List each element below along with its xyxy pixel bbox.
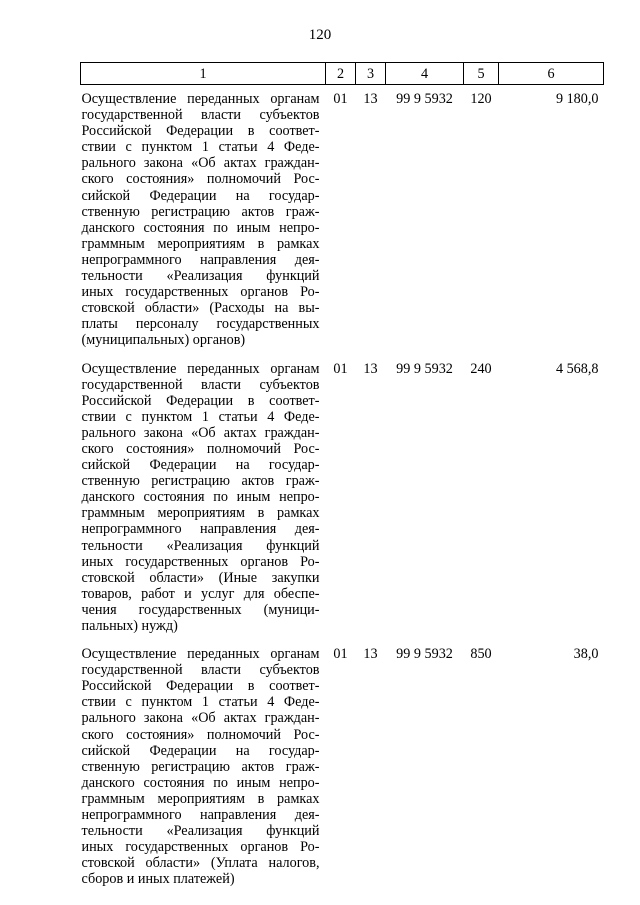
description-line: иных государственных органов Ро- bbox=[81, 553, 320, 570]
table-row bbox=[81, 634, 604, 887]
row-csr: 99 9 5932 bbox=[396, 646, 453, 663]
description-line: Российской Федерации в соответ- bbox=[81, 123, 320, 140]
description-line: (муниципальных) органов) bbox=[81, 332, 246, 349]
header-col-3: 3 bbox=[356, 63, 386, 85]
description-line: данского состояния по иным непро- bbox=[81, 489, 320, 506]
row-vr: 850 bbox=[470, 646, 492, 663]
description-line: иных государственных органов Ро- bbox=[81, 284, 320, 301]
description-line: непрограммного направления дея- bbox=[81, 251, 320, 268]
row-description bbox=[81, 349, 326, 635]
description-line: рального закона «Об актах граждан- bbox=[81, 710, 320, 727]
row-vr: 120 bbox=[470, 91, 492, 107]
description-line: Осуществление переданных органам bbox=[81, 91, 320, 107]
description-line: ского состояния» полномочий Рос- bbox=[81, 726, 320, 743]
budget-table bbox=[80, 62, 604, 888]
row-rz: 01 bbox=[333, 91, 348, 107]
row-amount: 4 568,8 bbox=[555, 360, 599, 377]
row-pr: 13 bbox=[363, 360, 378, 377]
description-line: ствии с пунктом 1 статьи 4 Феде- bbox=[81, 694, 320, 711]
description-line: государственной власти субъектов bbox=[81, 107, 320, 124]
row-csr: 99 9 5932 bbox=[396, 360, 453, 377]
header-row bbox=[81, 63, 604, 85]
row-pr: 13 bbox=[363, 646, 378, 663]
description-line: ственную регистрацию актов граж- bbox=[81, 473, 320, 490]
description-line: тельности «Реализация функций bbox=[81, 537, 320, 554]
table-row bbox=[81, 349, 604, 635]
description-line: чения государственных (муници- bbox=[81, 601, 320, 618]
description-line: непрограммного направления дея- bbox=[81, 521, 320, 538]
description-line: граммным мероприятиям в рамках bbox=[81, 790, 320, 807]
header-col-1: 1 bbox=[81, 63, 326, 85]
description-line: тельности «Реализация функций bbox=[81, 823, 320, 840]
description-line: иных государственных органов Ро- bbox=[81, 839, 320, 856]
description-line: граммным мероприятиям в рамках bbox=[81, 235, 320, 252]
description-line: стовской области» (Иные закупки bbox=[81, 569, 320, 586]
description-line: ственную регистрацию актов граж- bbox=[81, 758, 320, 775]
description-line: ствии с пунктом 1 статьи 4 Феде- bbox=[81, 408, 320, 425]
description-line: платы персоналу государственных bbox=[81, 316, 320, 333]
description-line: граммным мероприятиям в рамках bbox=[81, 505, 320, 522]
description-line: Российской Федерации в соответ- bbox=[81, 678, 320, 695]
description-line: сийской Федерации на государ- bbox=[81, 457, 320, 474]
row-csr: 99 9 5932 bbox=[396, 91, 453, 107]
row-description bbox=[81, 85, 326, 349]
description-line: Осуществление переданных органам bbox=[81, 360, 320, 377]
description-line: непрограммного направления дея- bbox=[81, 807, 320, 824]
table-row bbox=[81, 85, 604, 349]
description-line: рального закона «Об актах граждан- bbox=[81, 155, 320, 172]
description-line: ского состояния» полномочий Рос- bbox=[81, 440, 320, 457]
description-line: Российской Федерации в соответ- bbox=[81, 392, 320, 409]
header-col-4: 4 bbox=[386, 63, 464, 85]
table-header bbox=[81, 63, 604, 85]
row-amount: 38,0 bbox=[573, 646, 599, 663]
description-line: сийской Федерации на государ- bbox=[81, 742, 320, 759]
description-line: ствии с пунктом 1 статьи 4 Феде- bbox=[81, 139, 320, 156]
header-col-6: 6 bbox=[499, 63, 604, 85]
description-line: товаров, работ и услуг для обеспе- bbox=[81, 585, 320, 602]
description-line: стовской области» (Расходы на вы- bbox=[81, 300, 320, 317]
description-line: пальных) нужд) bbox=[81, 618, 178, 634]
description-line: сборов и иных платежей) bbox=[81, 871, 235, 888]
page-number: 120 bbox=[308, 27, 332, 43]
row-pr: 13 bbox=[363, 91, 378, 107]
description-line: тельности «Реализация функций bbox=[81, 268, 320, 285]
description-line: ского состояния» полномочий Рос- bbox=[81, 171, 320, 188]
description-line: сийской Федерации на государ- bbox=[81, 187, 320, 204]
description-line: стовской области» (Уплата налогов, bbox=[81, 855, 320, 872]
description-line: Осуществление переданных органам bbox=[81, 646, 320, 663]
header-col-5: 5 bbox=[464, 63, 499, 85]
description-line: данского состояния по иным непро- bbox=[81, 219, 320, 236]
description-line: данского состояния по иным непро- bbox=[81, 774, 320, 791]
description-line: государственной власти субъектов bbox=[81, 662, 320, 679]
row-rz: 01 bbox=[333, 646, 348, 663]
description-line: государственной власти субъектов bbox=[81, 376, 320, 393]
header-col-2: 2 bbox=[326, 63, 356, 85]
description-line: рального закона «Об актах граждан- bbox=[81, 424, 320, 441]
row-rz: 01 bbox=[333, 360, 348, 377]
row-vr: 240 bbox=[470, 360, 492, 377]
row-description bbox=[81, 634, 326, 887]
description-line: ственную регистрацию актов граж- bbox=[81, 203, 320, 220]
row-amount: 9 180,0 bbox=[555, 91, 599, 107]
table-body bbox=[81, 85, 604, 888]
